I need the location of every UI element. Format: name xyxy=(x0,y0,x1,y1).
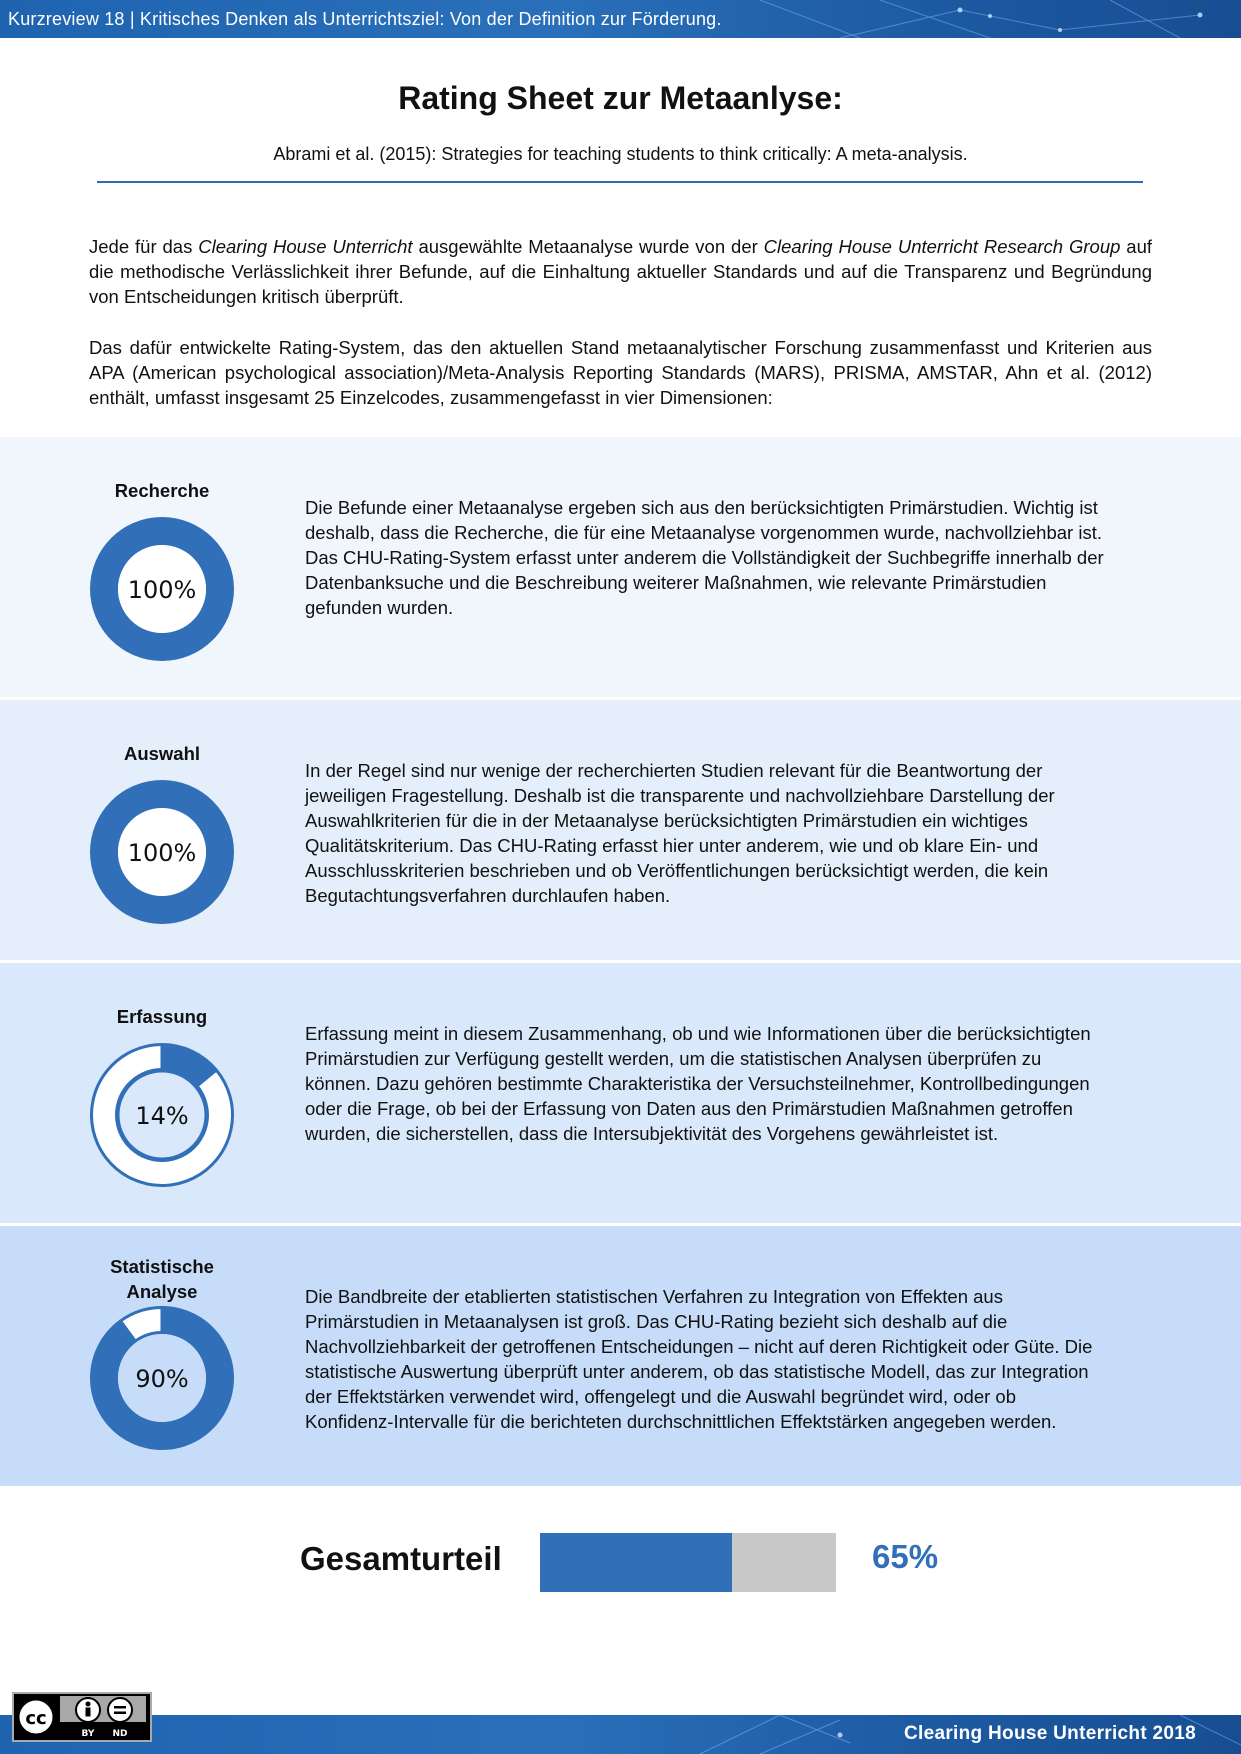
donut-percent-label: 100% xyxy=(127,839,197,867)
svg-text:cc: cc xyxy=(25,1708,47,1729)
intro-text-run: ausgewählte Metaanalyse wurde von der xyxy=(412,236,764,257)
cc-license-badge[interactable] xyxy=(12,1692,152,1742)
dimension-donut-chart xyxy=(88,1304,236,1452)
title-divider xyxy=(97,181,1143,183)
intro-text-run: Jede für das xyxy=(89,236,199,257)
intro-text-run: Clearing House Unterricht Research Group xyxy=(763,236,1121,257)
dimension-band xyxy=(0,437,1241,697)
dimension-donut-chart xyxy=(88,515,236,663)
dimension-band xyxy=(0,1226,1241,1486)
intro-paragraph-1 xyxy=(89,234,1152,309)
license-nd-label: ND xyxy=(112,1729,128,1739)
intro-text-run: Clearing House Unterricht xyxy=(198,236,413,257)
dimension-description: Die Bandbreite der etablierten statistischen Verfahren zu Integration von Effekten aus Primärstudien in Metaanalysen ist groß. Das CHU-Rating bezieht sich deshalb auf die Nachvollziehbarkeit der getroffenen Entscheidungen – nicht auf deren Richtigkeit oder Güte. Die statistische Auswertung überprüft unter anderem, ob das statistische Modell, das zur Integration der Effektstärken verwendet wird, offengelegt und die Auswahl begründet wird, oder ob Konfidenz-Intervalle für die berichteten durchschnittlichen Effektstärken angegeben werden. xyxy=(305,1286,1093,1432)
overall-label: Gesamturteil xyxy=(300,1540,502,1577)
footer-text: Clearing House Unterricht 2018 xyxy=(904,1723,1196,1744)
overall-progress-bar xyxy=(540,1533,836,1592)
dimension-label: Erfassung xyxy=(116,1006,208,1027)
donut-percent-label: 14% xyxy=(135,1102,189,1130)
overall-percent: 65% xyxy=(872,1538,939,1575)
dimension-donut-chart xyxy=(88,1041,236,1189)
intro-text-run: auf die methodische Verlässlichkeit ihrer Befunde, auf die Einhaltung aktueller Standards und auf die Transparenz und Begründung von Entscheidungen kritisch überprüft. xyxy=(89,236,1153,307)
page-title: Rating Sheet zur Metaanlyse: xyxy=(398,80,843,116)
dimension-description: In der Regel sind nur wenige der recherchierten Studien relevant für die Beantwortung der jeweiligen Fragestellung. Deshalb ist die transparente und nachvollziehbare Darstellung der Auswahlkriterien für die in der Metaanalyse berücksichtigten Primärstudien ein wichtiges Qualitätskriterium. Das CHU-Rating erfasst hier unter anderem, wie und ob klare Ein- und Ausschlusskriterien beschrieben und ob Veröffentlichungen berücksichtigt werden, die kein Begutachtungsverfahren durchlaufen haben. xyxy=(305,760,1055,906)
dimension-label: Statistische Analyse xyxy=(110,1256,214,1302)
intro-paragraph-2: Das dafür entwickelte Rating-System, das den aktuellen Stand metaanalytischer Forschung zusammenfasst und Kriterien aus APA (American psychological association)/Meta-Analysis Reporting Standards (MARS), PRISMA, AMSTAR, Ahn et al. (2012) enthält, umfasst insgesamt 25 Einzelcodes, zusammengefasst in vier Dimensionen: xyxy=(89,337,1152,408)
dimension-donut-chart xyxy=(88,778,236,926)
dimension-band xyxy=(0,963,1241,1223)
license-by-label: BY xyxy=(81,1729,95,1739)
donut-percent-label: 100% xyxy=(127,576,197,604)
top-banner xyxy=(0,0,1241,38)
cc-by-nd-icon xyxy=(14,1694,150,1740)
dimension-band xyxy=(0,700,1241,960)
dimension-description: Die Befunde einer Metaanalyse ergeben sich aus den berücksichtigten Primärstudien. Wichtig ist deshalb, dass die Recherche, die für eine Metaanalyse vorgenommen wurde, nachvollziehbar ist. Das CHU-Rating-System erfasst unter anderem die Vollständigkeit der Suchbegriffe innerhalb der Datenbanksuche und die Beschreibung weiterer Maßnahmen, wie relevante Primärstudien gefunden wurden. xyxy=(305,497,1104,618)
dimension-description: Erfassung meint in diesem Zusammenhang, ob und wie Informationen über die berücksichtigten Primärstudien zur Verfügung gestellt werden, um die statistischen Analysen überprüfen zu können. Dazu gehören bestimmte Charakteristika der Versuchsteilnehmer, Kontrollbedingungen oder die Frage, ob bei der Erfassung von Daten aus den Primärstudien Maßnahmen getroffen wurden, die sicherstellen, dass die Intersubjektivität des Vorgehens gewährleistet ist. xyxy=(305,1023,1091,1144)
banner-title: Kurzreview 18 | Kritisches Denken als Unterrichtsziel: Von der Definition zur Förderung. xyxy=(8,9,722,29)
overall-progress-fill xyxy=(540,1533,732,1592)
bottom-banner xyxy=(0,1715,1241,1754)
dimension-label: Recherche xyxy=(114,480,210,501)
donut-percent-label: 90% xyxy=(135,1365,189,1393)
citation: Abrami et al. (2015): Strategies for teaching students to think critically: A meta-analysis. xyxy=(273,144,968,164)
dimension-label: Auswahl xyxy=(123,743,201,764)
